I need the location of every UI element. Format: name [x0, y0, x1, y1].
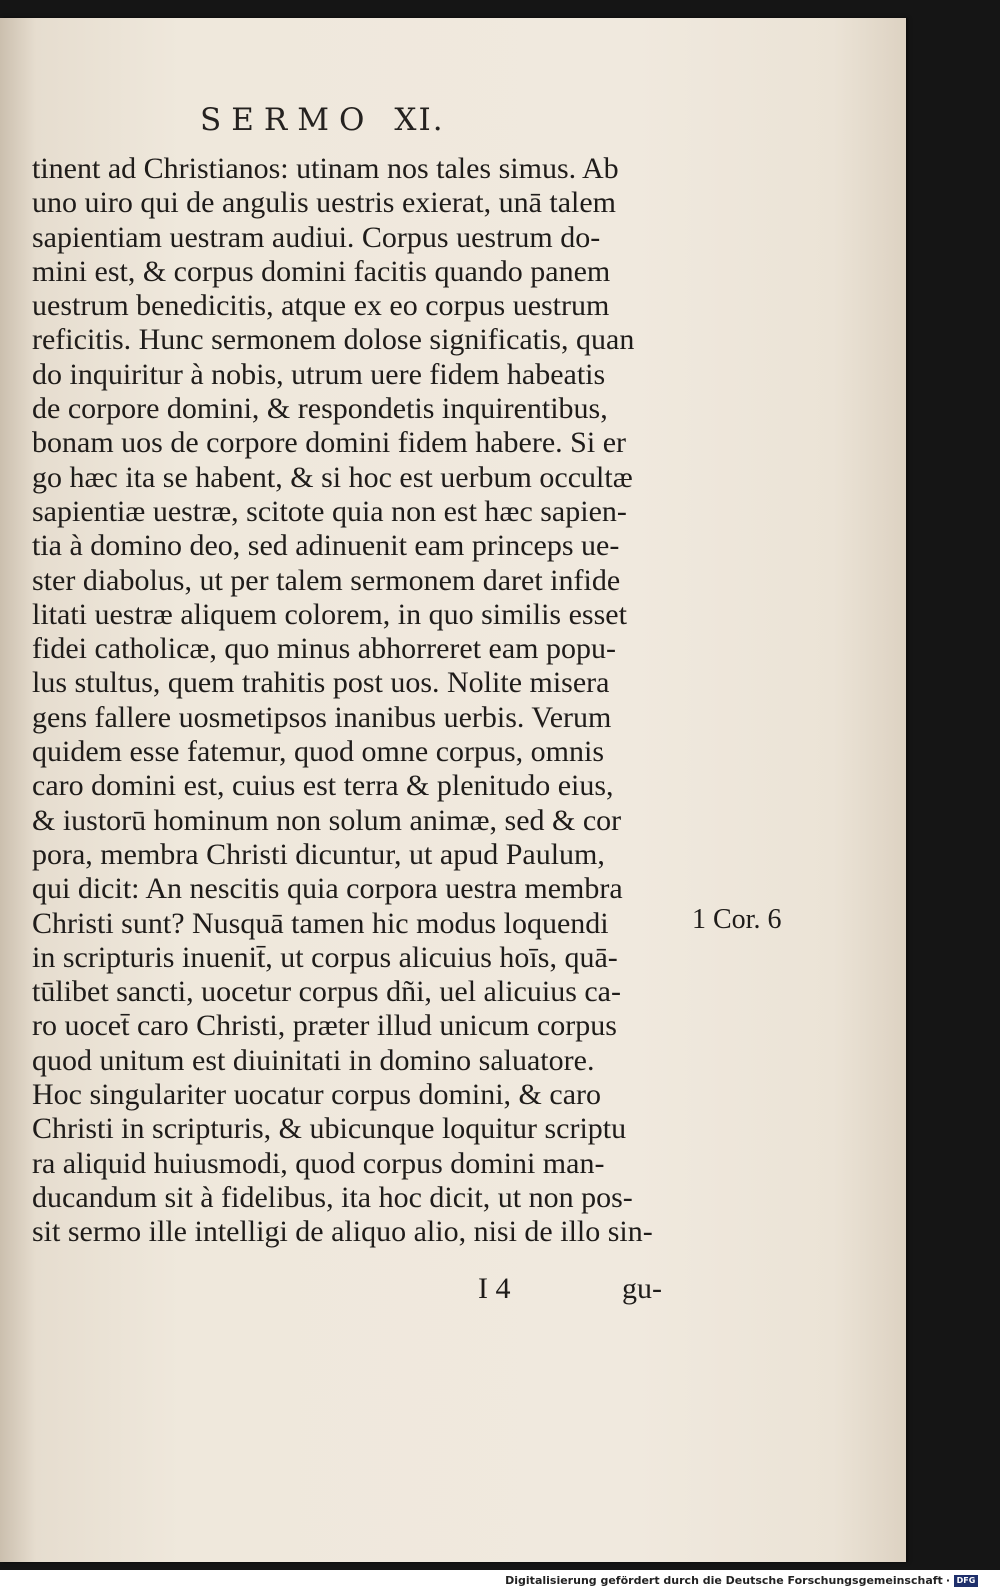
running-header [200, 102, 445, 138]
text-line: uno uiro qui de angulis uestris exierat, unā talem [32, 186, 617, 220]
text-line: quod unitum est diuinitati in domino saluatore. [32, 1043, 595, 1077]
text-line: ducandum sit à fidelibus, ita hoc dicit, ut non pos- [32, 1180, 633, 1214]
catchword: gu- [622, 1272, 662, 1305]
header-number: XI. [394, 102, 445, 138]
text-line: in scripturis inuenit̄, ut corpus alicuius hoīs, quā- [32, 940, 618, 974]
text-line: de corpore domini, & respondetis inquirentibus, [32, 392, 608, 426]
text-line: lus stultus, quem trahitis post uos. Nolite misera [32, 666, 610, 700]
text-line: sapientiæ uestræ, scitote quia non est hæc sapien- [32, 494, 627, 528]
text-line: sapientiam uestram audiui. Corpus uestrum do- [32, 220, 601, 254]
text-line: ster diabolus, ut per talem sermonem daret infide [32, 563, 621, 597]
text-line: litati uestræ aliquem colorem, in quo similis esset [32, 597, 627, 631]
text-line: ra aliquid huiusmodi, quod corpus domini man- [32, 1146, 605, 1180]
digitization-credit: Digitalisierung gefördert durch die Deutsche Forschungsgemeinschaft · DFG [505, 1574, 978, 1587]
text-line: gens fallere uosmetipsos inanibus uerbis. Verum [32, 700, 612, 734]
text-line: tinent ad Christianos: utinam nos tales simus. Ab [32, 152, 619, 185]
text-line: caro domini est, cuius est terra & plenitudo eius, [32, 769, 614, 803]
header-title: SERMO [200, 102, 375, 138]
text-line: fidei catholicæ, quo minus abhorreret eam popu- [32, 632, 616, 666]
body-text [32, 152, 712, 1250]
text-line: go hæc ita se habent, & si hoc est uerbum occultæ [32, 460, 633, 494]
text-line: sit sermo ille intelligi de aliquo alio, nisi de illo sin- [32, 1215, 653, 1249]
text-line: qui dicit: An nescitis quia corpora uestra membra [32, 872, 623, 906]
text-line: tūlibet sancti, uocetur corpus dñi, uel alicuius ca- [32, 975, 621, 1009]
signature-mark: I 4 [478, 1272, 511, 1305]
text-line: Christi in scripturis, & ubicunque loquitur scriptu [32, 1112, 627, 1146]
credit-text: Digitalisierung gefördert durch die Deutsche Forschungsgemeinschaft [505, 1574, 943, 1587]
text-line: reficitis. Hunc sermonem dolose significatis, quan [32, 323, 635, 357]
text-line: Christi sunt? Nusquā tamen hic modus loquendi [32, 906, 609, 940]
text-line: & iustorū hominum non solum animæ, sed & cor [32, 803, 622, 837]
text-line: Hoc singulariter uocatur corpus domini, & caro [32, 1078, 602, 1112]
dfg-logo: DFG [954, 1575, 978, 1587]
text-line: do inquiritur à nobis, utrum uere fidem habeatis [32, 357, 606, 391]
marginal-note: 1 Cor. 6 [692, 904, 782, 935]
text-line: bonam uos de corpore domini fidem habere. Si er [32, 426, 626, 460]
text-line: quidem esse fatemur, quod omne corpus, omnis [32, 735, 605, 769]
text-line: uestrum benedicitis, atque ex eo corpus uestrum [32, 289, 610, 323]
text-line: mini est, & corpus domini facitis quando panem [32, 254, 611, 288]
text-line: ro uocet̄ caro Christi, præter illud unicum corpus [32, 1009, 617, 1043]
text-line: pora, membra Christi dicuntur, ut apud Paulum, [32, 837, 605, 871]
text-line: tia à domino deo, sed adinuenit eam princeps ue- [32, 529, 620, 563]
